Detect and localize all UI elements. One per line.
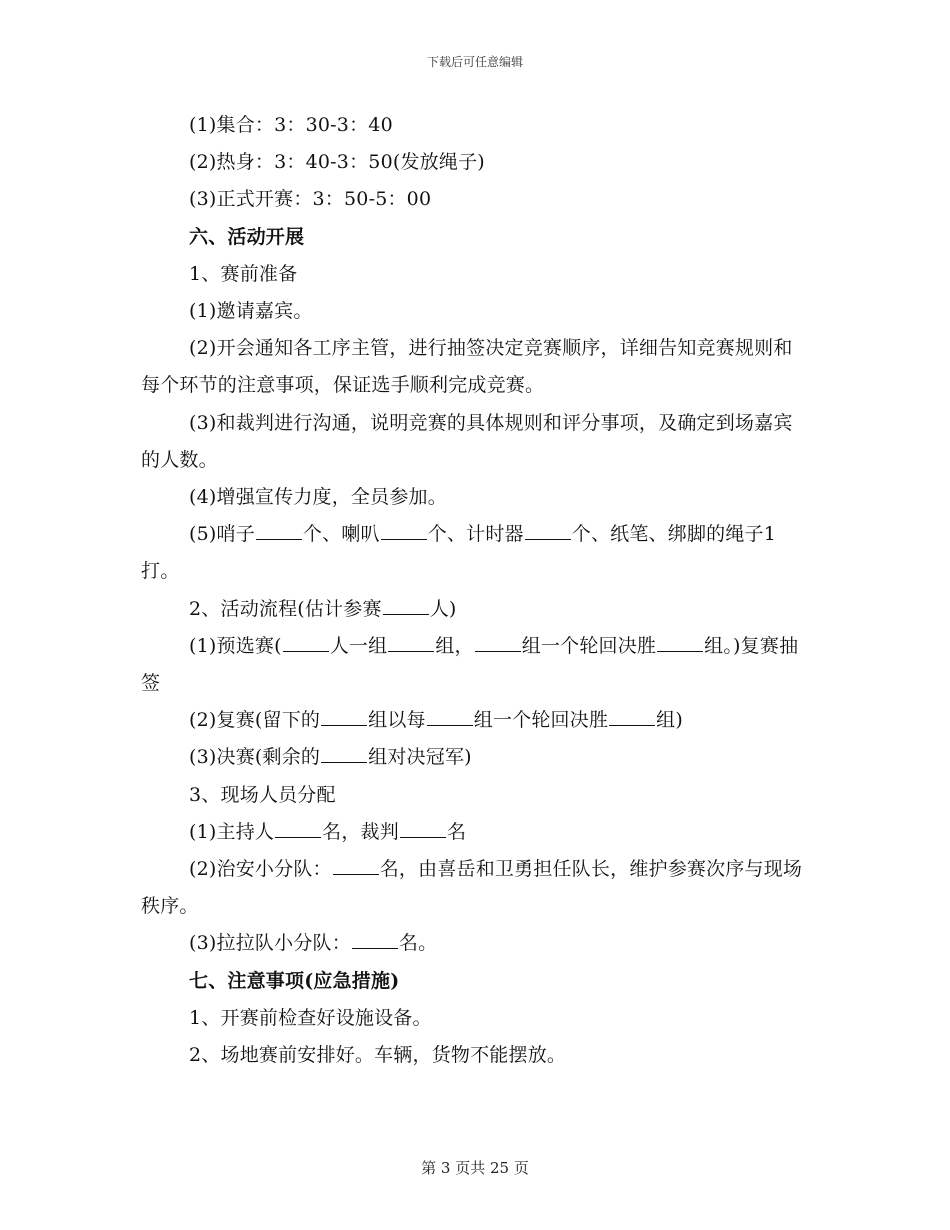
staff-item-3 [141, 925, 809, 962]
text-run: 个、喇叭 [302, 523, 380, 546]
schedule-gather: (1)集合：3：30-3：40 [189, 114, 393, 136]
fill-blank [321, 706, 367, 726]
prep-item-4: (4)增强宣传力度，全员参加。 [189, 486, 447, 509]
fill-blank [275, 818, 321, 838]
text-run: 组一个轮回决胜 [521, 634, 657, 657]
flow-item-3 [141, 739, 809, 776]
fill-blank [475, 632, 521, 652]
fill-blank [525, 520, 571, 540]
notice-item-2: 2、场地赛前安排好。车辆，货物不能摆放。 [189, 1044, 567, 1067]
staff-item-1 [141, 814, 809, 851]
fill-blank [352, 929, 398, 949]
text-run: (1)主持人 [189, 820, 275, 843]
text-run: 2、活动流程(估计参赛 [189, 597, 382, 620]
text-run: 组。)复赛抽签 [141, 634, 799, 695]
text-run: 组) [656, 709, 683, 732]
text-run: 组， [435, 634, 474, 657]
prep-item-2: (2)开会通知各工序主管，进行抽签决定竞赛顺序，详细告知竞赛规则和每个环节的注意事项，保证选手顺利完成竞赛。 [141, 337, 793, 397]
prep-item-5 [141, 516, 809, 590]
text-run: 名。 [398, 932, 438, 955]
text-run: 组以每 [368, 709, 426, 732]
text-run: (3)决赛(剩余的 [189, 746, 321, 769]
fill-blank [333, 855, 379, 875]
fill-blank [388, 632, 434, 652]
fill-blank [321, 743, 367, 763]
prep-item-3: (3)和裁判进行沟通，说明竞赛的具体规则和评分事项，及确定到场嘉宾的人数。 [141, 411, 793, 471]
subsection-staff: 3、现场人员分配 [189, 783, 336, 806]
staff-item-2 [141, 851, 809, 925]
text-run: 人一组 [329, 634, 388, 657]
text-run: (1)预选赛( [189, 634, 282, 657]
page-header: 下载后可任意编辑 [426, 55, 523, 69]
prep-item-1: (1)邀请嘉宾。 [189, 300, 313, 323]
text-run: (3)拉拉队小分队： [189, 932, 351, 955]
fill-blank [383, 595, 429, 615]
text-run: 名，由喜岳和卫勇担任队长，维护参赛次序与现场秩序。 [141, 858, 803, 918]
fill-blank [283, 632, 329, 652]
text-run: 个、纸笔、绑脚的绳子1打。 [141, 523, 777, 583]
fill-blank [400, 818, 446, 838]
fill-blank [381, 520, 427, 540]
text-run: (2)复赛(留下的 [189, 709, 321, 732]
text-run: 组对决冠军) [368, 746, 472, 769]
document-body [141, 107, 809, 1074]
schedule-warmup: (2)热身：3：40-3：50(发放绳子) [189, 151, 485, 174]
text-run: 人) [429, 597, 457, 620]
fill-blank [256, 520, 302, 540]
fill-blank [657, 632, 703, 652]
section-heading-7: 七、注意事项(应急措施) [189, 969, 400, 992]
subsection-prep: 1、赛前准备 [189, 262, 298, 285]
text-run: 名，裁判 [322, 820, 399, 843]
section-heading-6: 六、活动开展 [189, 225, 305, 248]
subsection-flow [141, 591, 809, 628]
text-run: 名 [446, 820, 467, 843]
page-footer: 第 3 页共 25 页 [421, 1159, 529, 1177]
text-run: (5)哨子 [189, 523, 255, 546]
text-run: 个、计时器 [427, 523, 524, 546]
flow-item-2 [141, 702, 809, 739]
schedule-match: (3)正式开赛：3：50-5：00 [189, 188, 432, 211]
flow-item-1 [141, 628, 809, 702]
fill-blank [427, 706, 473, 726]
fill-blank [609, 706, 655, 726]
text-run: 组一个轮回决胜 [473, 709, 609, 732]
text-run: (2)治安小分队： [189, 858, 332, 881]
notice-item-1: 1、开赛前检查好设施设备。 [189, 1006, 432, 1029]
